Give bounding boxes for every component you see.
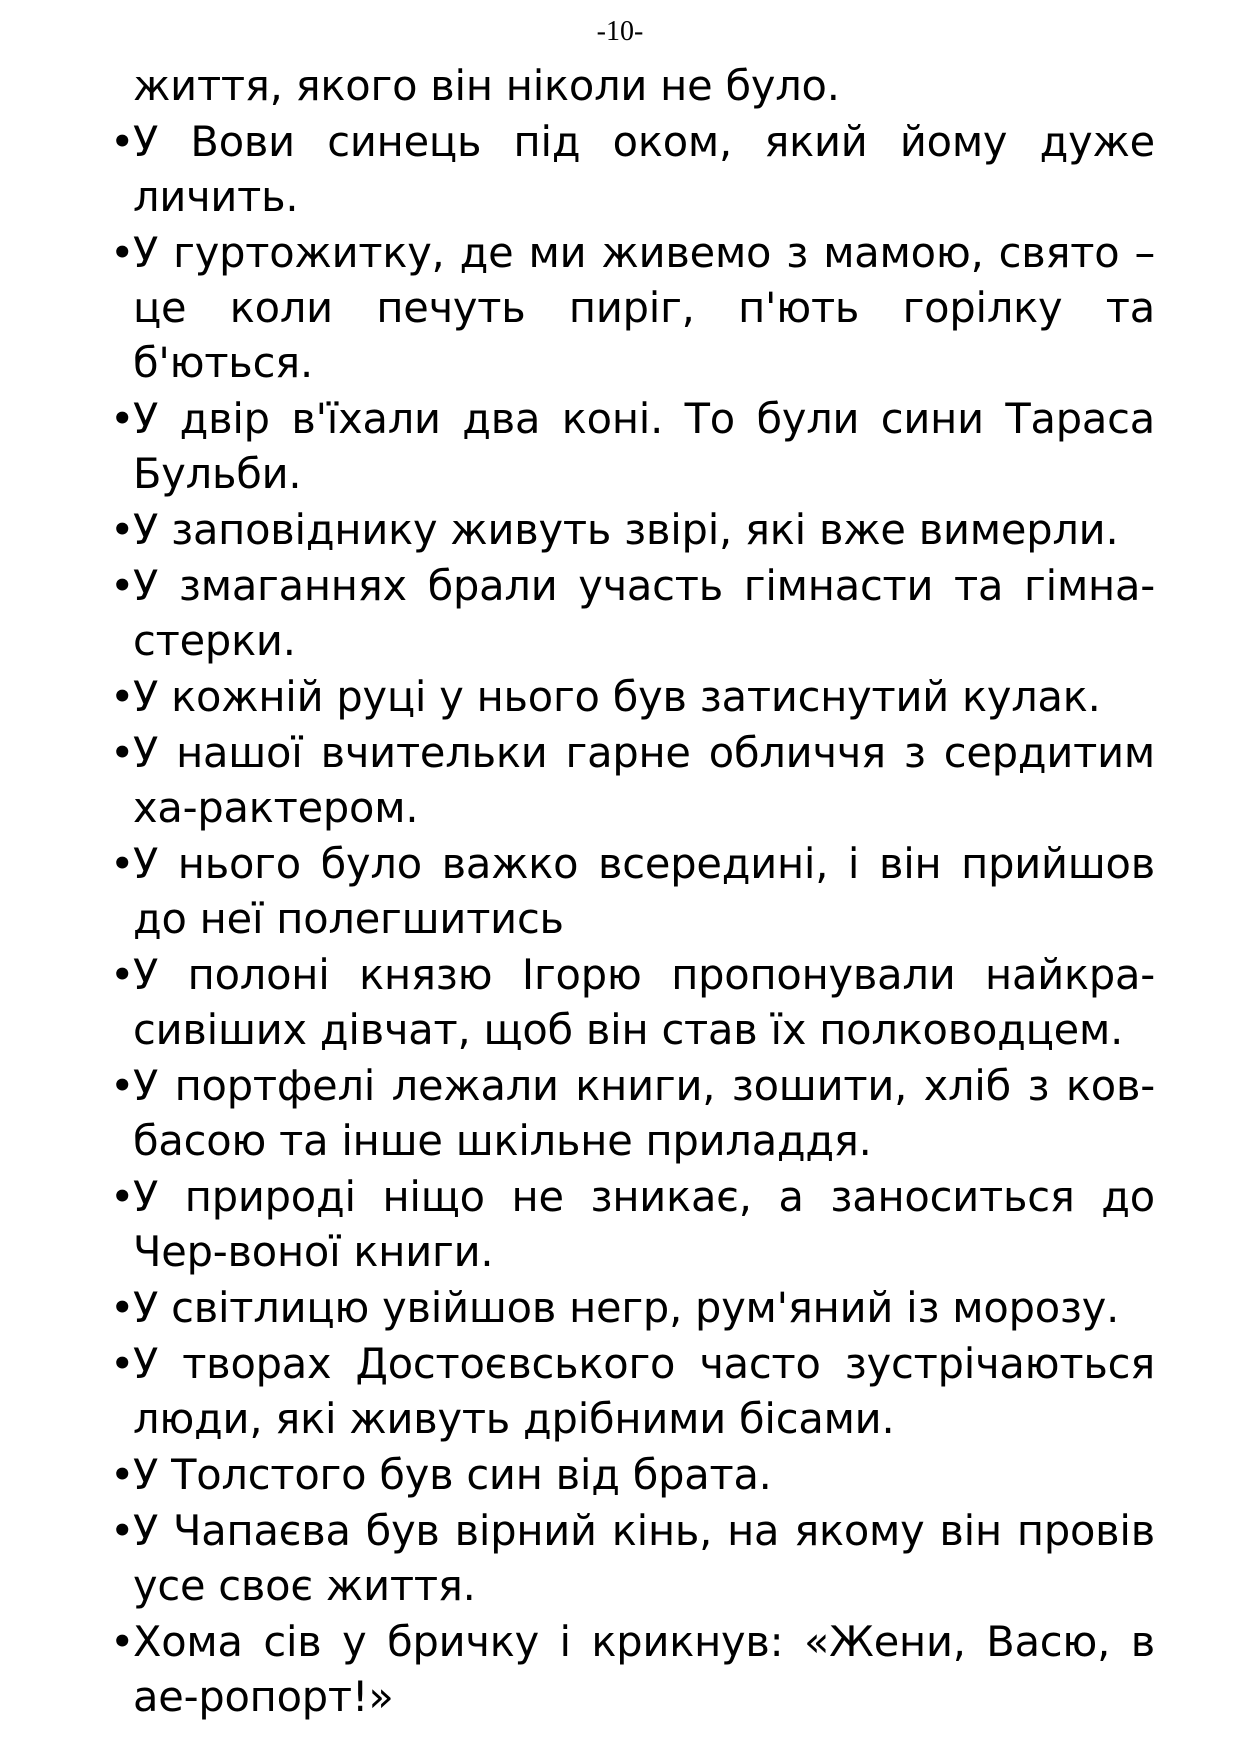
bullet-icon: • xyxy=(110,117,135,166)
bullet-icon: • xyxy=(110,561,135,610)
list-item-text: У кожній руці у нього був затиснутий кулак. xyxy=(133,672,1101,721)
list-item-text: У портфелі лежали книги, зошити, хліб з ков-басою та інше шкільне приладдя. xyxy=(133,1061,1155,1165)
jokes-list xyxy=(110,114,1155,1724)
list-item xyxy=(110,669,1155,724)
list-item xyxy=(110,114,1155,224)
list-item xyxy=(110,1058,1155,1168)
list-item-text: У нього було важко всередині, і він прийшов до неї полегшитись xyxy=(133,839,1155,943)
page-body xyxy=(110,58,1155,1725)
list-item-text: У нашої вчительки гарне обличчя з сердитим ха-рактером. xyxy=(133,728,1155,832)
list-item-text: У Чапаєва був вірний кінь, на якому він провів усе своє життя. xyxy=(133,1506,1155,1610)
list-item-text: У природі ніщо не зникає, а заноситься до Чер-воної книги. xyxy=(133,1172,1155,1276)
list-item-text: У світлицю увійшов негр, рум'яний із морозу. xyxy=(133,1283,1120,1332)
list-item xyxy=(110,1169,1155,1279)
bullet-icon: • xyxy=(110,839,135,888)
list-item-text: Хома сів у бричку і крикнув: «Жени, Васю, в ае-ропорт!» xyxy=(133,1617,1155,1721)
list-item xyxy=(110,947,1155,1057)
bullet-icon: • xyxy=(110,1283,135,1332)
bullet-icon: • xyxy=(110,1339,135,1388)
continued-line: життя, якого він ніколи не було. xyxy=(133,61,840,110)
page-number: -10- xyxy=(596,16,644,47)
bullet-icon: • xyxy=(110,1172,135,1221)
bullet-icon: • xyxy=(110,1450,135,1499)
list-item xyxy=(110,1447,1155,1502)
bullet-icon: • xyxy=(110,950,135,999)
bullet-icon: • xyxy=(110,228,135,277)
list-item xyxy=(110,558,1155,668)
bullet-icon: • xyxy=(110,672,135,721)
list-item-text: У Вови синець під оком, який йому дуже личить. xyxy=(133,117,1155,221)
list-item-text: У полоні князю Ігорю пропонували найкра-сивіших дівчат, щоб він став їх полководцем. xyxy=(133,950,1155,1054)
list-item-text: У змаганнях брали участь гімнасти та гімна-стерки. xyxy=(133,561,1155,665)
list-item xyxy=(110,391,1155,501)
list-item xyxy=(110,1614,1155,1724)
list-item xyxy=(110,836,1155,946)
list-item-text: У заповіднику живуть звірі, які вже вимерли. xyxy=(133,505,1119,554)
list-item xyxy=(110,502,1155,557)
bullet-icon: • xyxy=(110,1061,135,1110)
bullet-icon: • xyxy=(110,1506,135,1555)
bullet-icon: • xyxy=(110,728,135,777)
list-item-text: У гуртожитку, де ми живемо з мамою, свято – це коли печуть пиріг, п'ють горілку та б'ються. xyxy=(133,228,1155,387)
list-item xyxy=(110,225,1155,390)
list-item-text: У творах Достоєвського часто зустрічаються люди, які живуть дрібними бісами. xyxy=(133,1339,1155,1443)
list-item xyxy=(110,1503,1155,1613)
bullet-icon: • xyxy=(110,505,135,554)
bullet-icon: • xyxy=(110,1617,135,1666)
bullet-icon: • xyxy=(110,394,135,443)
list-item xyxy=(110,1280,1155,1335)
list-item-text: У Толстого був син від брата. xyxy=(133,1450,772,1499)
list-item xyxy=(110,725,1155,835)
list-item-text: У двір в'їхали два коні. То були сини Тараса Бульби. xyxy=(133,394,1155,498)
list-item xyxy=(110,1336,1155,1446)
